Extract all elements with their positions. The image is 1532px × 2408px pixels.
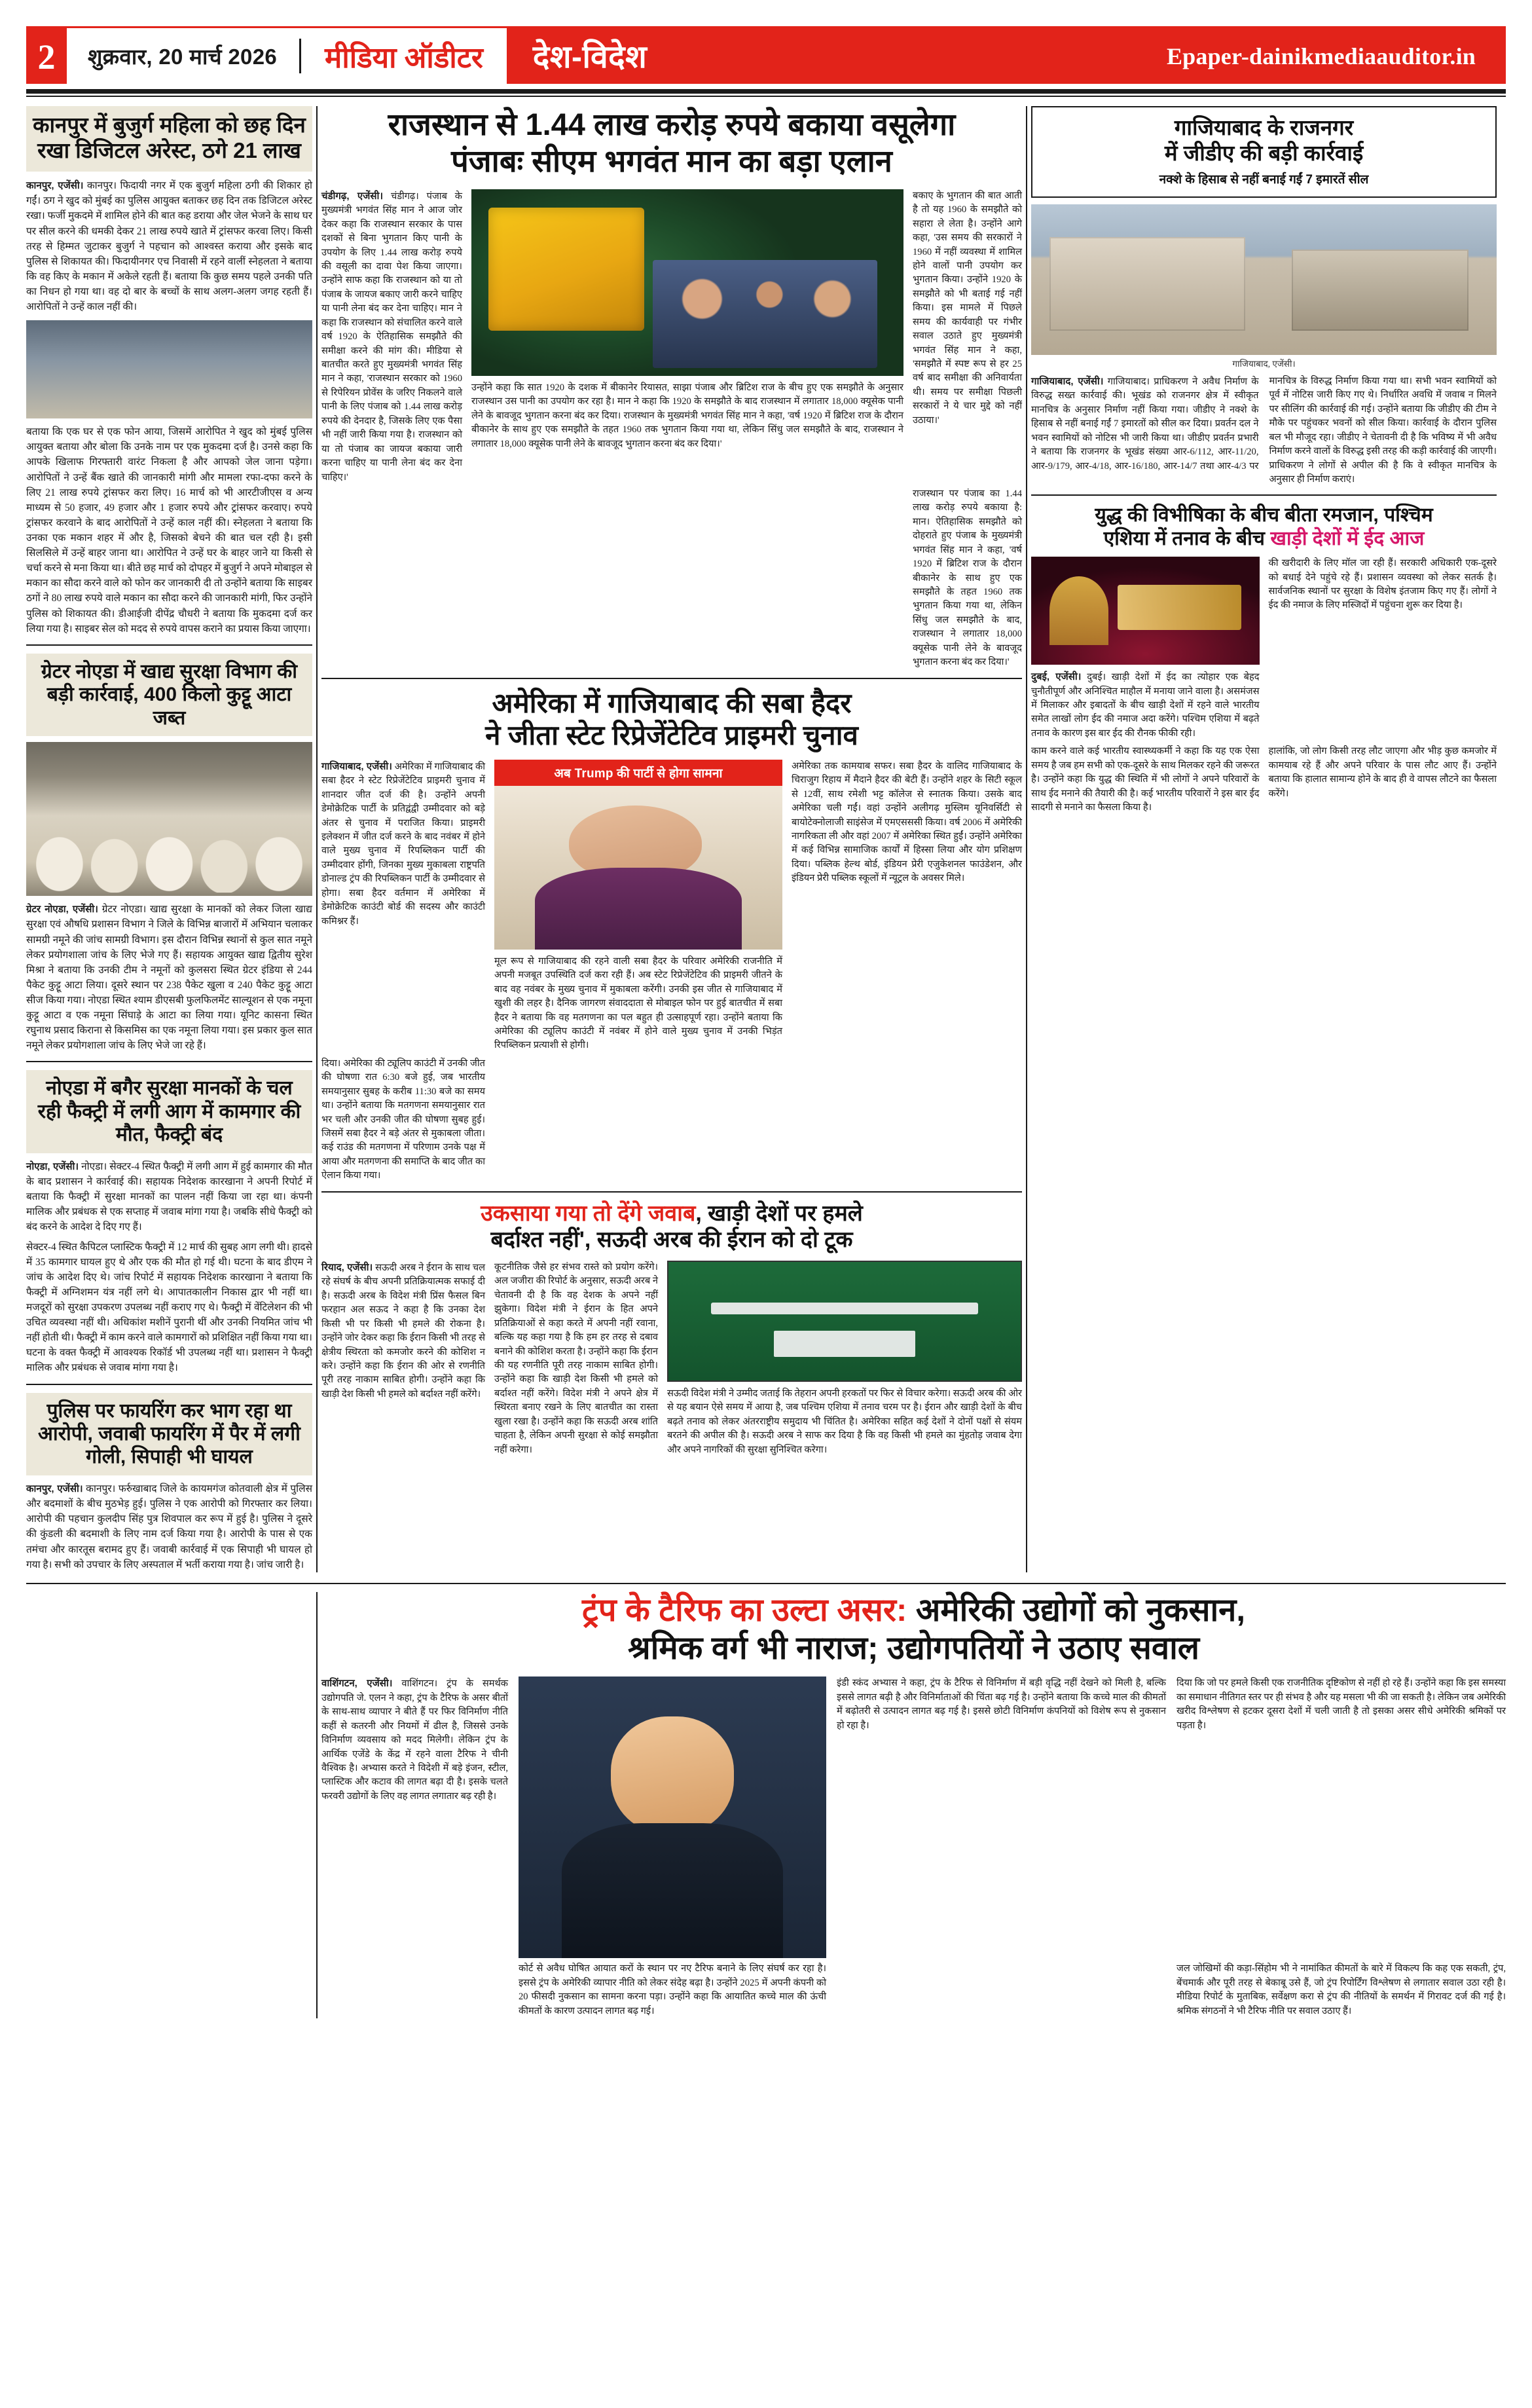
story-gda-sealing	[1031, 106, 1497, 198]
eid-col-3: काम करने वाले कई भारतीय स्वास्थ्यकर्मी ने कहा कि यह एक ऐसा समय है जब हम सभी को एक-दूसरे के साथ मिलकर रहने की जरूरत है। उन्होंने कहा कि युद्ध की स्थिति में भी लोगों ने अपने परिवारों के साथ ईद मनाने की तैयारी की है। कई भारतीय परिवारों ने इस बार ईद सादगी से मनाने का फैसला किया है।	[1031, 746, 1260, 813]
masthead-red-bar	[507, 28, 1506, 84]
trump-col-2-below: कोर्ट से अवैध घोषित आयात करों के स्थान पर नए टैरिफ बनाने के लिए संघर्ष कर रहा है। इससे ट्रंप के अमेरिकी व्यापार नीति को लेकर संदेह बढ़ा है। उन्होंने 2025 में अपनी कंपनी को 20 फीसदी नुकसान का सामना करना पड़ा। उन्होंने कहा कि आयातित कच्चे माल की ऊंची कीमतों के कारण उत्पादन लागत बढ़ गई।	[519, 1963, 826, 2016]
saudi-col-1	[321, 1261, 485, 1457]
byline: दुबई, एजेंसी।	[1031, 671, 1082, 683]
eid-col-2: की खरीदारी के लिए मॉल जा रही हैं। सरकारी अधिकारी एक-दूसरे को बधाई देने पहुंचे रहे हैं। प्रशासन व्यवस्था को लेकर सतर्क है। सार्वजनिक स्थानों पर सुरक्षा के विशेष इंतजाम किए गए हैं। लोगों ने ईद की नमाज के लिए मस्जिदों में पहुंचना शुरू कर दिया है।	[1268, 558, 1497, 611]
saba-photo-block	[494, 760, 782, 1053]
paragraph-text: अमेरिका में गाजियाबाद की सबा हैदर ने स्टेट रिप्रेजेंटेटिव प्राइमरी चुनाव में शानदार जीत दर्ज की है। उन्होंने अपनी डेमोक्रेटिक पार्टी के प्रतिद्वंद्वी उम्मीदवार को बड़े अंतर से चुनाव में पराजित किया। प्राइमरी इलेक्शन में जीत दर्ज करने के बाद नवंबर में होने वाले मुख्य चुनाव में रिपब्लिकन पार्टी की उम्मीदवार होंगी, जिनका मुख्य मुकाबला राष्ट्रपति डोनाल्ड ट्रंप की रिपब्लिकन पार्टी के उम्मीदवार से होगा। सबा हैदर वर्तमान में अमेरिका में डेमोक्रेटिक काउंटी बोर्ड की सदस्य और काउंटी कमिश्नर हैं।	[321, 761, 485, 927]
section-divider	[26, 644, 312, 646]
story-eid-gulf	[1031, 504, 1497, 815]
saudi-col-2: कूटनीतिक जैसे हर संभव रास्ते को प्रयोग करेंगे। अल जजीरा की रिपोर्ट के अनुसार, सऊदी अरब ने चेतावनी दी है कि वह देशक के अपने नहीं झुकेगा। विदेश मंत्री ने ईरान के हित अपने प्रतिक्रियाओं से कहा करते में अपनी नहीं रवाना, बल्कि यह कहा गया है कि हम हर तरह से दबाव बनाने की कोशिश करता है। उन्होंने कहा कि ईरान की यह रणनीति पूरी तरह नाकाम साबित होगी। उन्होंने कहा कि खाड़ी देश किसी भी हमले को बर्दाश्त नहीं करेंगे। विदेश मंत्री ने अपने क्षेत्र में स्थिरता बनाए रखने के लिए बातचीत का रास्ता खुला रखा है। उन्होंने कहा कि सऊदी अरब शांति चाहता है, लेकिन अपनी सुरक्षा से कोई समझौता नहीं करेगा।	[494, 1261, 658, 1455]
byline: वाशिंगटन, एजेंसी।	[321, 1678, 393, 1690]
masthead	[26, 26, 1506, 84]
section-divider	[1031, 494, 1497, 496]
headline-line-1: अमेरिका में गाजियाबाद की सबा हैदर	[492, 687, 852, 718]
headline-line-2: श्रमिक वर्ग भी नाराज; उद्योगपतियों ने उठाए सवाल	[627, 1630, 1200, 1666]
paragraph-1: इंडी स्कंद अभ्यास ने कहा, ट्रंप के टैरिफ से विनिर्माण में बड़ी वृद्धि नहीं देखने को मिली है, बल्कि इससे लागत बढ़ी है और विनिर्माताओं की चिंता बढ़ गई है। उन्होंने बताया कि कच्चे माल की कीमतों में बढ़ोतरी से उत्पादन लागत बढ़ गई है। इससे छोटी विनिर्माण कंपनियों को विशेष रूप से नुकसान हो रहा है।	[837, 1678, 1166, 1731]
headline-line-2	[1031, 527, 1497, 550]
story-noida-factory-fire	[26, 1070, 312, 1153]
headline-black-part: अमेरिकी उद्योगों को नुकसान,	[907, 1592, 1245, 1628]
headline: नोएडा में बगैर सुरक्षा मानकों के चल रही फैक्ट्री में लगी आग में कामगार की मौत, फैक्ट्री बंद	[37, 1077, 301, 1146]
byline: कानपुर, एजेंसी।	[26, 1483, 83, 1494]
kicker-prefix: अब	[554, 766, 575, 781]
story-photo-saudi-flag	[667, 1261, 1022, 1382]
section-divider	[321, 678, 1022, 679]
page-number: 2	[26, 28, 67, 84]
lead-col-1	[321, 189, 462, 485]
trump-col-3	[837, 1676, 1166, 1958]
headline-line-1: युद्ध की विभीषिका के बीच बीता रमजान, पश्चिम	[1095, 504, 1433, 527]
bottom-section	[26, 1583, 1506, 2018]
trump-col-1	[321, 1676, 508, 1958]
paragraph-1: गाजियाबाद। प्राधिकरण ने अवैध निर्माण के विरुद्ध सख्त कार्रवाई की। भूखंड को राजनगर क्षेत्र में स्वीकृत मानचित्र के अनुसार निर्माण नहीं किया गया। जीडीए ने नक्शे के हिसाब से नहीं बनाई गईं 7 इमारतों को सील कर दिया। प्रवर्तन दल ने भवन स्वामियों को नोटिस भी जारी किया था।	[1031, 376, 1259, 443]
story-photo-saba-haider	[494, 786, 782, 950]
story-body	[26, 1159, 312, 1235]
kicker-trump: Trump	[574, 766, 613, 781]
story-photo-sacks	[26, 742, 312, 896]
page-grid	[26, 106, 1506, 1572]
column-divider-1	[316, 106, 318, 1572]
bottom-left-filler	[26, 1592, 312, 2018]
section-divider	[26, 1061, 312, 1062]
byline: कानपुर, एजेंसी।	[26, 179, 84, 191]
website-url[interactable]: Epaper-dainikmediaauditor.in	[1166, 43, 1476, 69]
byline: चंडीगढ़, एजेंसी।	[321, 190, 384, 202]
lead-photo-block	[471, 189, 903, 485]
headline-plain-part: एशिया में तनाव के बीच	[1103, 527, 1271, 549]
paragraph-text: सऊदी अरब ने ईरान के साथ चल रहे संघर्ष के बीच अपनी प्रतिक्रियात्मक सफाई दी है। सऊदी अरब के विदेश मंत्री प्रिंस फैसल बिन फरहान अल सऊद ने कहा है कि उनका देश किसी भी पर किसी भी हमले की रोकना है। उन्होंने जोर देकर कहा कि ईरान किसी भी तरह से क्षेत्रीय स्थिरता को कमजोर करने की कोशिश न करे। उन्होंने कहा कि ईरान की ओर से रणनीति पूरी तरह नाकाम साबित होगी। उन्होंने कहा कि खाड़ी देश किसी भी हमले को बर्दाश्त नहीं करेंगे।	[321, 1262, 485, 1399]
section-divider	[321, 1191, 1022, 1193]
gda-body	[1031, 375, 1497, 487]
left-column	[26, 106, 312, 1572]
story-punjab-rajasthan-dues	[321, 106, 1022, 670]
headline-black-part: , खाड़ी देशों पर हमले	[695, 1200, 863, 1226]
column-divider-3	[316, 1592, 318, 2018]
story-trump-tariff	[321, 1592, 1506, 2018]
story-kanpur-digital-arrest	[26, 106, 312, 172]
right-column	[1031, 106, 1497, 1572]
story-greater-noida-food-safety	[26, 654, 312, 736]
paragraph-1: दिया कि जो पर हमले किसी एक राजनीतिक दृष्टिकोण से नहीं हो रहे हैं। उन्होंने कहा कि इस समस्या का समाधान नीतिगत स्तर पर ही संभव है और यह मसला भी की जा सकती है। लेकिन जब अमेरिकी खरीद विश्लेषण से हटकर दूसरा देशों में चली जाती है तो इसका असर सीधे अमेरिकी श्रमिकों पर पड़ता है।	[1176, 1678, 1506, 1731]
headline-line-1	[321, 1592, 1506, 1630]
paragraph-text: कानपुर। फिदायी नगर में एक बुजुर्ग महिला ठगी की शिकार हो गईं। ठग ने खुद को मुंबई का पुलिस आयुक्त बताकर छह दिन तक डिजिटल अरेस्ट रखा। फर्जी मुकदमे में शामिल होने की बात कह डराया और जेल भेजने के साथ घर पर सील करने की धमकी देकर 21 लाख रुपये खाते में ट्रांसफर करवा लिए। किसी तरह से हिम्मत जुटाकर बुजुर्ग ने पहचान को आश्वस्त कराया और इसके बाद पुलिस से शिकायत की। फिदायीनगर एच निवासी में रहने वालीं स्नेहलता ने बताया कि वह किए के मकान में अकेले रहती हैं। बताया कि कुछ समय पहले उनकी पति का निधन हो गया था। वह दो बार के बच्चों के साथ अलग-अलग जगह रहती हैं। आरोपितों ने उन्हें काल नहीं की।	[26, 179, 312, 313]
lead-col-3: बकाए के भुगतान की बात आती है तो यह 1960 के समझौते को सहारा ले लेता है। उन्होंने आगे कहा, 'उस समय की सरकारों ने 1960 में नहीं व्यवस्था में शामिल होने वालों पानी उपयोग कर भुगतान किया। उन्होंने 1920 के समझौते को भी बताई गई नहीं किया। इस मामले में पिछले समय की कार्यवाही पर गंभीर सवाल उठाते हुए मुख्यमंत्री भगवंत सिंह मान ने कहा, 'समझौते में स्पष्ट रूप से हर 25 वर्ष बाद समीक्षा की अनिवार्यता थी। समय पर समीक्षा पिछली सरकारों ने ये चार मुद्दे को नहीं उठाया।'	[913, 190, 1022, 426]
headline-red-part: ट्रंप के टैरिफ का उल्टा असर:	[582, 1592, 907, 1628]
paragraph-text: वाशिंगटन। ट्रंप के समर्थक उद्योगपति जे. एलन ने कहा, ट्रंप के टैरिफ के असर बीतों के साथ-साथ व्यापार ने बीते हैं पर फिर विनिर्माण नीति कहीं से कतरनी और नियमों में ढील है, जिससे उनके विनिर्माण व्यवसाय को मदद मिलेगी। लेकिन ट्रंप के आर्थिक एजेंडे के केंद्र में रहने वाला टैरिफ ने चीनी वैश्विक है। अभ्यास करते ने विदेशी में बड़े इंजन, स्टील, प्लास्टिक और कटाव की लागत बढ़ा दी है। इसके चलते फरवरी उद्योगों के लिए वह लागत लगातार बढ़ रही है।	[321, 1678, 508, 1802]
bottom-divider	[26, 1583, 1506, 1584]
story-photo-donald-trump	[519, 1676, 826, 1958]
story-saba-haider	[321, 687, 1022, 1183]
story-photo-sealed-buildings	[1031, 204, 1497, 355]
saudi-photo-block	[667, 1261, 1022, 1457]
story-body	[26, 902, 312, 1053]
story-lead-paragraph	[26, 178, 312, 314]
subheadline: नक्शे के हिसाब से नहीं बनाई गईं 7 इमारतें सील	[1159, 172, 1369, 187]
headline: ग्रेटर नोएडा में खाद्य सुरक्षा विभाग की बड़ी कार्रवाई, 400 किलो कुट्टू आटा जब्त	[41, 660, 298, 729]
byline: गाजियाबाद, एजेंसी।	[1031, 375, 1104, 387]
paragraph-2: जीडीए प्रवर्तन प्रभारी ने बताया कि राजनगर के भूखंड संख्या आर-6/112, आर-11/20, आर-9/179, आर-4/18, आर-16/180, आर-14/7 तथा आर-4/3 पर मानचित्र के विरुद्ध निर्माण किया गया था। सभी भवन स्वामियों को पूर्व में नोटिस जारी किए गए थे। निर्धारित अवधि में जवाब न मिलने पर सीलिंग की कार्रवाई की गई।	[1031, 375, 1497, 472]
headline-line-2: ने जीता स्टेट रिप्रेजेंटेटिव प्राइमरी चुनाव	[485, 720, 858, 751]
headline-line-2: पंजाबः सीएम भगवंत मान का बड़ा एलान	[451, 143, 892, 179]
headline: कानपुर में बुजुर्ग महिला को छह दिन रखा डिजिटल अरेस्ट, ठगे 21 लाख	[33, 113, 306, 162]
headline-line-1	[321, 1200, 1022, 1227]
story-photo-cm-bhagwant-mann	[471, 189, 903, 376]
story-body: बताया कि एक घर से एक फोन आया, जिसमें आरोपित ने खुद को मुंबई पुलिस आयुक्त बताया और बोला कि उनके नाम पर एक मुकदमा दर्ज है। उनसे कहा कि आपके खिलाफ गिरफ्तारी वारंट निकला है और आपको जेल जाना पड़ेगा। आरोपितों ने उन्हें बैंक खाते की जानकारी मांगी और मामला रफा-दफा करने के लिए 21 लाख रुपये ट्रांसफर करा लिए। 16 मार्च को भी आरटीजीएस व अन्य माध्यम से 50 हजार, 49 हजार और 1 हजार रुपये और ट्रांसफर करवाए। रुपये ट्रांसफर करवाने के बाद आरोपितों ने उन्हें काल नहीं की। स्नेहलता ने बताया कि उनका एक मकान शहर में और है, जिसको बेचने की बात चल रही है। इसी सिलसिले में उन्हें बाहर जाना था। आरोपित ने उन्हें घर के बाहर जाने या किसी से चर्चा करने से मना किया था। बीते छह मार्च को दोपहर में बुजुर्ग ने अपने मोबाइल से मकान का सौदा करने वाले को फोन कर जानकारी दी तो उन्होंने बताया कि साइबर ठगों ने 80 लाख रुपये वाले मकान का सौदा करने की जानकारी मांगी, फिर उन्होंने पुलिस को शिकायत की। डीआईजी दीपेंद्र चौधरी ने बताया कि मुकदमा दर्ज कर लिया गया है। साइबर सेल को मदद से रुपये वापस कराने का प्रयास किया जाएगा।	[26, 426, 312, 635]
paragraph-text: ग्रेटर नोएडा। खाद्य सुरक्षा के मानकों को लेकर जिला खाद्य सुरक्षा एवं औषधि प्रशासन विभाग ने जिले के विभिन्न बाजारों में अभियान चलाकर सामग्री नमूने की जांच सामग्री विभाग। इस दौरान विभिन्न स्थानों से कुल सात नमूने लेकर प्रयोगशाला जांच के लिए भेजे गए हैं। सहायक आयुक्त खाद्य द्वितीय सुरेश मिश्रा ने बताया कि उनकी टीम ने नमूनों को कुलसरा स्थित ग्रेटर इंडिया से 244 पैकेट कुट्टू आटा लिया। दूसरे स्थान पर 238 पैकेट खुला व 240 पैकेट कुट्टू आटा सीज किया गया। नोएडा स्थित श्याम डीएसबी फुलफिलमेंट साल्यूशन से एक नमूना कुट्टू आटा व एक नमूना सिंघाड़े के आटा का लिया गया। यूनिट कासना स्थित रघुनाथ प्रसाद किराना से किसमिस का एक नमूना लिया गया। इस प्रकार कुल सात नमूने लेकर प्रयोगशाला जांच के लिए भेजे जा रहे हैं।	[26, 903, 312, 1052]
saba-col-4: दिया। अमेरिका की ट्यूलिप काउंटी में उनकी जीत की घोषणा रात 6:30 बजे हुई, जब भारतीय समयानुसार सुबह के करीब 11:30 बजे का समय था। उन्होंने बताया कि मतगणना समयानुसार रात भर चली और उनकी जीत की घोषणा सुबह हुई। जिसमें सबा हैदर ने बड़े अंतर से मुकाबला जीता। कई राउंड की मतगणना में परिणाम उनके पक्ष में आया और मतगणना की समाप्ति के बाद जीत का ऐलान किया गया।	[321, 1058, 485, 1181]
story-saudi-iran	[321, 1200, 1022, 1457]
story-body-cont: सेक्टर-4 स्थित कैपिटल प्लास्टिक फैक्ट्री में 12 मार्च की सुबह आग लगी थी। हादसे में 35 कामगार घायल हुए थे और एक की मौत हो गई थी। घटना के बाद डीएम ने जांच के आदेश दिए थे। जांच रिपोर्ट में सहायक निदेशक कारखाना ने बताया कि फैक्ट्री में अग्निशमन यंत्र नहीं लगे थे। आपातकालीन निकास द्वार भी नहीं था। मजदूरों को सुरक्षा उपकरण उपलब्ध नहीं कराए गए थे। फैक्ट्री में वेंटिलेशन की भी उचित व्यवस्था नहीं थी। अधिकांश मशीनें पुरानी थीं और उनकी नियमित जांच भी नहीं होती थी। फैक्ट्री में काम करने वाले कामगारों को प्रशिक्षित नहीं किया गया था। घटना के वक्त फैक्ट्री में आवश्यक रिकॉर्ड भी उपलब्ध नहीं था। प्रशासन ने फैक्ट्री मालिक और प्रबंधक से जवाब मांगा गया है।	[26, 1241, 312, 1374]
story-photo-eid-mubarak	[1031, 557, 1260, 665]
paragraph-text: नोएडा। सेक्टर-4 स्थित फैक्ट्री में लगी आग में हुई कामगार की मौत के बाद प्रशासन ने कार्रवाई की। सहायक निदेशक कारखाना ने अपनी रिपोर्ट में बताया कि फैक्ट्री में सुरक्षा मानकों का पालन नहीं किया जा रहा था। कंपनी मालिक और प्रबंधक से एक सप्ताह में जवाब मांगा गया है। जबकि सीधे फैक्ट्री को बंद करने के आदेश दे दिए गए हैं।	[26, 1160, 312, 1233]
headline-line-2: में जीडीए की बड़ी कार्रवाई	[1164, 140, 1364, 165]
saba-col-3: अमेरिका तक कामयाब सफर। सबा हैदर के वालिद गाजियाबाद के चिराजुग रिहाय में मैदाने हैदर की बेटी हैं। उन्होंने शहर के सिटी स्कूल से 12वीं, साथ रमेशी भट्ट कॉलेज से स्नातक किया। उसके बाद अमेरिका चली गईं। वहां उन्होंने अलीगढ़ मुस्लिम यूनिवर्सिटी से बायोटेक्नोलाजी साइंसेज में एमएसससी किया। वर्ष 2006 में अमेरिकी नागरिकता ली और वहां 2007 में अमेरिका स्थित हुईं। उन्होंने अमेरिका में कई विभिन्न सामाजिक कार्यों में हिस्सा लिया और योग प्रशिक्षण दिया। पब्लिक हेल्थ बोर्ड, इंडियन प्रेरी एजुकेशनल फाउंडेशन, और इंडियन प्रेरी पब्लिक स्कूलों में न्यूट्रल के अवसर मिले।	[792, 760, 1022, 884]
masthead-rule-thick	[26, 89, 1506, 94]
byline: गाजियाबाद, एजेंसी।	[321, 760, 392, 772]
headline-pink-part: खाड़ी देशों में ईद आज	[1270, 527, 1425, 549]
brand-name: मीडिया ऑडीटर	[325, 41, 483, 74]
eid-col-1-text	[1031, 670, 1260, 741]
photo-caption: गाजियाबाद, एजेंसी।	[1232, 358, 1296, 369]
headline-line-1: राजस्थान से 1.44 लाख करोड़ रुपये बकाया वसूलेगा	[388, 107, 956, 141]
headline: पुलिस पर फायरिंग कर भाग रहा था आरोपी, जवाबी फायरिंग में पैर में लगी गोली, सिपाही भी घायल	[38, 1399, 301, 1468]
saudi-col-3-text: सऊदी विदेश मंत्री ने उम्मीद जताई कि तेहरान अपनी हरकतों पर फिर से विचार करेगा। सऊदी अरब की ओर से यह बयान ऐसे समय में आया है, जब पश्चिम एशिया में तनाव चरम पर है। ईरान और खाड़ी देशों के बीच बढ़ते तनाव को लेकर अंतरराष्ट्रीय समुदाय भी चिंतित है। अमेरिका सहित कई देशों ने दोनों पक्षों से संयम बरतने की अपील की है। सऊदी अरब ने साफ कर दिया है कि वह किसी भी हमले का मुंहतोड़ जवाब देगा और अपने नागरिकों की सुरक्षा सुनिश्चित करेगा।	[667, 1388, 1022, 1455]
masthead-rule-thin	[26, 96, 1506, 97]
headline-line-2: बर्दाश्त नहीं', सऊदी अरब की ईरान को दो टूक	[490, 1227, 853, 1252]
paragraph-3: उन्होंने बताया कि जीडीए की टीम ने मौके पर पहुंचकर भवनों को सील किया। कार्रवाई के दौरान पुलिस बल भी मौजूद रहा। जीडीए ने चेतावनी दी है कि भविष्य में भी अवैध निर्माण करने वालों के विरुद्ध इसी तरह की कड़ी कार्रवाई की जाएगी। प्राधिकरण ने लोगों से अपील की है कि वे स्वीकृत मानचित्र के अनुसार ही निर्माण कराएं।	[1269, 403, 1497, 485]
red-kicker-strip	[494, 760, 782, 786]
headline-line-1: गाजियाबाद के राजनगर	[1174, 115, 1354, 139]
story-police-firing	[26, 1393, 312, 1475]
eid-photo-block	[1031, 557, 1260, 741]
section-title: देश-विदेश	[532, 40, 647, 75]
center-column	[321, 106, 1022, 1572]
saba-col-1	[321, 760, 485, 1053]
publication-date: शुक्रवार, 20 मार्च 2026	[88, 45, 278, 69]
section-divider	[26, 1384, 312, 1385]
paragraph-text: दुबई। खाड़ी देशों में ईद का त्योहार एक बेहद चुनौतीपूर्ण और अनिश्चित माहौल में मनाया जाने वाला है। असमंजस में मिलाकर और इबादतों के बीच खाड़ी देशों में रहने वाले भारतीय समेत लाखों लोग ईद की नमाज अदा करेंगे। पश्चिम एशिया में बढ़ते तनाव के कारण इस बार ईद की रौनक फीकी रही।	[1031, 672, 1260, 739]
story-body	[26, 1481, 312, 1572]
paragraph-text: कानपुर। फर्रुखाबाद जिले के कायमगंज कोतवाली क्षेत्र में पुलिस और बदमाशों के बीच मुठभेड़ हुई। पुलिस ने एक आरोपी को गिरफ्तार कर लिया। आरोपी की पहचान कुलदीप सिंह पुत्र शिवपाल कर रूप में हुई है। पुलिस ने दूसरे की कुंडली की बदमाशी के लिए नाम दर्ज किया गया है। आरोपी के पास से एक तमंचा और कारतूस बरामद हुए हैं। जवाबी कार्रवाई में एक सिपाही भी घायल हो गया है। सभी को उपचार के लिए अस्पताल में भर्ती कराया गया है। जांच जारी है।	[26, 1483, 312, 1570]
trump-col-4	[1176, 1676, 1506, 1958]
saba-col-2-text: मूल रूप से गाजियाबाद की रहने वाली सबा हैदर के परिवार अमेरिकी राजनीति में अपनी मजबूत उपस्थिति दर्ज करा रही हैं। अब स्टेट रिप्रेजेंटेटिव की प्राइमरी जीतने के बाद वह नवंबर के मुख्य चुनाव में मुकाबला करेंगी। उनकी इस जीत से गाजियाबाद में खुशी की लहर है। दैनिक जागरण संवाददाता से मोबाइल फोन पर हुई बातचीत में सबा हैदर ने बताया कि वह मतगणना का पल बहुत ही उत्साहपूर्ण रहा। उन्होंने बताया कि अमेरिका की ट्यूलिप काउंटी में नवंबर में होने वाले मुख्य चुनाव में उनकी भिड़ंत रिपब्लिकन प्रत्याशी से होगी।	[494, 955, 782, 1051]
kicker-suffix: की पार्टी से होगा सामना	[613, 766, 723, 781]
headline-red-part: उकसाया गया तो देंगे जवाब	[481, 1200, 696, 1226]
eid-col-4: हालांकि, जो लोग किसी तरह लौट जाएगा और भीड़ कुछ कमजोर में कामयाब रहे हैं और अपने परिवार के पास लौट आए हैं। उन्होंने बताया कि हालात सामान्य होने के बाद ही वे वापस लौटने का फैसला करेंगे।	[1268, 746, 1497, 799]
byline: रियाद, एजेंसी।	[321, 1261, 373, 1273]
story-photo-kanpur	[26, 320, 312, 418]
byline: ग्रेटर नोएडा, एजेंसी।	[26, 903, 98, 915]
trump-col-5: जल जोखिमों की कड़ा-सिंहोम भी ने नामांकित कीमतों के बारे में विकल्प कि कह एक सकती, ट्रंप, बेंचमार्क और पूरी तरह से बेकाबू उसे हैं, जो ट्रंप रिपोर्टिंग विश्लेषण से लगातार सवाल उठा रही है। मीडिया रिपोर्ट के मुताबिक, सर्वेक्षण करा से ट्रंप की नीतियों के समर्थन में गिरावट दर्ज की गई है। श्रमिक संगठनों ने भी टैरिफ नीति पर सवाल उठाए हैं।	[1176, 1963, 1506, 2016]
lead-col-2-text: उन्होंने कहा कि सात 1920 के दशक में बीकानेर रियासत, साझा पंजाब और ब्रिटिश राज के बीच हुए एक समझौते के अनुसार राजस्थान उस पानी का उपयोग कर रहा है। मान ने कहा कि 1920 के समझौते के बाद राजस्थान में लगातार 18,000 क्यूसेक पानी लेने के बावजूद भुगतान करना बंद कर दिया। राजस्थान के मुख्यमंत्री भगवंत सिंह मान ने कहा, 'वर्ष 1920 में ब्रिटिश राज के दौरान बीकानेर के साथ हुए एक समझौते के तहत 1960 तक भुगतान किया गया था, लेकिन सिंधु जल समझौते के बाद, राजस्थान ने लगातार 18,000 क्यूसेक पानी लेने के बावजूद भुगतान करना बंद कर दिया।'	[471, 382, 903, 449]
paragraph-text: चंडीगढ़। पंजाब के मुख्यमंत्री भगवंत सिंह मान ने आज जोर देकर कहा कि राजस्थान सरकार के पास दशकों से बिना भुगतान किए पानी के उपयोग के लिए 1.44 लाख करोड़ रुपये की वसूली का दावा पेश किया जाएगा। उन्होंने साफ कहा कि राजस्थान को या तो पंजाब के जायज बकाए जारी करने चाहिए या पानी लेना बंद कर देना चाहिए। मान ने कहा कि राजस्थान को संचालित करने वाले वर्ष 1920 के ऐतिहासिक समझौते की समीक्षा करने की मांग की। मीडिया से बातचीत करते हुए मुख्यमंत्री भगवंत सिंह मान ने कहा, 'राजस्थान सरकार को 1960 से रिपेरियन प्रोवेंस के जरिए निकलने वाले पानी के लिए पंजाब को 1.44 लाख करोड़ रुपये की देनदार है, जिसके लिए एक पैसा भी नहीं जारी किया गया है। राजस्थान को या तो पंजाब का जायज बकाया जारी करना चाहिए या पानी लेना बंद कर देना चाहिए।'	[321, 191, 462, 483]
lead-col-4: राजस्थान पर पंजाब का 1.44 लाख करोड़ रुपये बकाया है: मान। ऐतिहासिक समझौते को दोहराते हुए पंजाब के मुख्यमंत्री भगवंत सिंह मान ने कहा, 'वर्ष 1920 में ब्रिटिश राज के दौरान बीकानेर के साथ हुए एक समझौते के तहत 1960 तक भुगतान किया गया था, लेकिन सिंधु जल समझौते के बाद, राजस्थान ने लगातार 18,000 क्यूसेक पानी लेने के बावजूद भुगतान करना बंद कर दिया।'	[913, 488, 1022, 668]
column-divider-2	[1026, 106, 1027, 1572]
byline: नोएडा, एजेंसी।	[26, 1160, 79, 1172]
